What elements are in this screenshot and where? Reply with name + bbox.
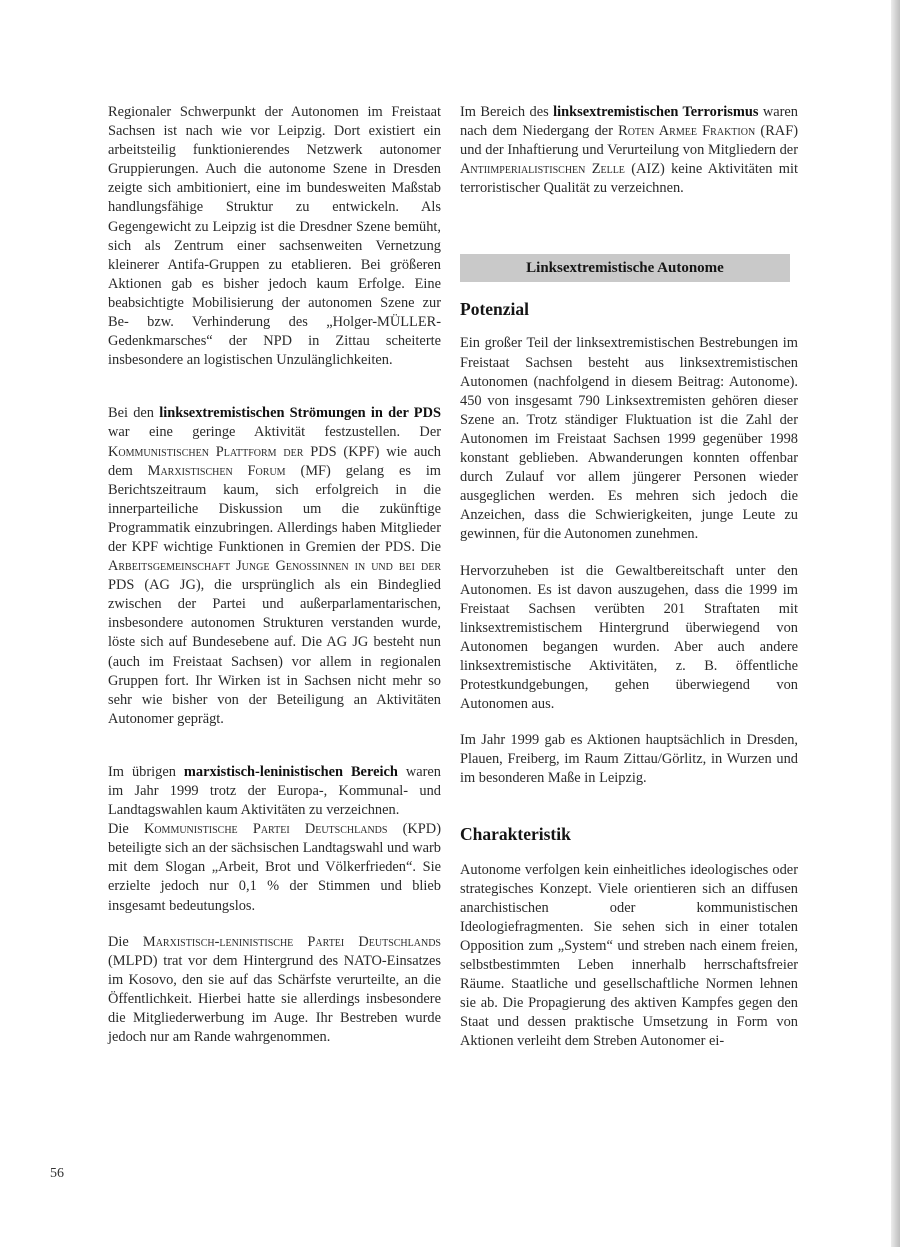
paragraph-leipzig-dresden: Regionaler Schwerpunkt der Autonomen im Freistaat Sachsen ist nach wie vor Leipzig. Dort existiert ein arbeitsteilig funktionierendes Netzwerk autonomer Gruppierungen. Auch die autonome Szene in Dresden zeigte sich ambitioniert, eine im bundesweiten Maßstab handlungsfähige Struktur zu entwickeln. Als Gegengewicht zu Leipzig ist die Dresdner Szene bemüht, sich als Zentrum einer sachsenweiten Vernetzung kleinerer Antifa-Gruppen zu etablieren. Bei größeren Aktionen gab es bisher jedoch kaum Erfolge. Eine beabsichtigte Mobilisierung der autonomen Szene zur Be- bzw. Verhinderung des „Holger-MÜLLER-Gedenkmarsches“ der NPD in Zittau scheiterte insbesondere an logistischen Unzulänglichkeiten. — [108, 104, 441, 369]
paragraph-violence: Hervorzuheben ist die Gewaltbereitschaft unter den Autonomen. Es ist davon auszugehen, dass die 1999 im Freistaat Sachsen verübten 201 Straftaten mit linksextremistischem Hintergrund überwiegend von Autonomen begangen wurden. Aber auch andere linksextremistische Aktivitäten, z. B. öffentliche Protestkundgebungen, gehen überwiegend von Autonomen aus. — [460, 562, 798, 713]
paragraph-terrorism: Im Bereich des linksextremistischen Terrorismus waren nach dem Niedergang der Roten Armee Fraktion (RAF) und der Inhaftierung und Verurteilung von Mitgliedern der Antiimperialistischen Zelle (AIZ) keine Aktivitäten mit terroristischer Qualität zu verzeichnen. — [460, 104, 798, 197]
paragraph-mlpd: Die Marxistisch-leninistische Partei Deutschlands (MLPD) trat vor dem Hintergrund des NATO-Einsatzes im Kosovo, den sie auf das Schärfste verurteilte, an die Öffentlichkeit. Hierbei hatte sie allerdings insbesondere die Mitgliederwerbung im Auge. Ihr Bestreben wurde jedoch nur am Rande wahrgenommen. — [108, 933, 441, 1046]
paragraph-marxist-leninist: Im übrigen marxistisch-leninistischen Bereich waren im Jahr 1999 trotz der Europa-, Kommunal- und Landtagswahlen kaum Aktivitäten zu verzeichnen. — [108, 763, 441, 819]
page-number: 56 — [50, 1166, 64, 1181]
section-banner: Linksextremistische Autonome — [460, 254, 790, 282]
paragraph-kpd: Die Kommunistische Partei Deutschlands (KPD) beteiligte sich an der sächsischen Landtagswahl und warb mit dem Slogan „Arbeit, Brot und Völkerfrieden“. Sie erzielte jedoch nur 0,1 % der Stimmen und blieb insgesamt bedeutungslos. — [108, 821, 441, 914]
heading-potenzial: Potenzial — [460, 299, 530, 320]
left-column — [108, 103, 441, 1047]
paragraph-actions-1999: Im Jahr 1999 gab es Aktionen hauptsächlich in Dresden, Plauen, Freiberg, im Raum Zittau/Görlitz, in Wurzen und im besonderen Maße in Leipzig. — [460, 732, 798, 787]
heading-charakteristik: Charakteristik — [460, 823, 571, 844]
right-column — [460, 103, 798, 1051]
paragraph-potenzial: Ein großer Teil der linksextremistischen Bestrebungen im Freistaat Sachsen besteht aus linksextremistischen Autonomen (nachfolgend in diesem Beitrag: Autonome). 450 von insgesamt 790 Linksextremisten gehören dieser Szene an. Trotz ständiger Fluktuation ist die Zahl der Autonomen im Freistaat Sachsen 1999 gegenüber 1998 konstant geblieben. Abwanderungen konnten offenbar durch Zulauf vor allem jüngerer Personen wieder ausgeglichen werden. Es mehren sich jedoch die Anzeichen, dass die Schwierigkeiten, junge Leute zu gewinnen, für die Autonomen zunehmen. — [460, 335, 798, 543]
page-edge-shadow — [891, 0, 900, 1247]
paragraph-pds: Bei den linksextremistischen Strömungen in der PDS war eine geringe Aktivität festzustellen. Der Kommunistischen Plattform der PDS (KPF) wie auch dem Marxistischen Forum (MF) gelang es im Berichtszeitraum kaum, sich erfolgreich in die innerparteiliche Diskussion um die zukünftige Programmatik einzubringen. Allerdings haben Mitglieder der KPF wichtige Funktionen in Gremien der PDS. Die Arbeitsgemeinschaft Junge Genossinnen in und bei der PDS (AG JG), die ursprünglich als ein Bindeglied zwischen der Partei und außerparlamentarischen, insbesondere autonomen Strukturen verstanden wurde, löste sich auf Bundesebene auf. Die AG JG besteht nun (auch im Freistaat Sachsen) vor allem in regionalen Gruppen fort. Ihr Wirken ist in Sachsen nicht mehr so sehr wie bisher von der Beteiligung an Aktivitäten Autonomer geprägt. — [108, 405, 442, 727]
paragraph-charakteristik: Autonome verfolgen kein einheitliches ideologisches oder strategisches Konzept. Viele orientieren sich an diffusen anarchistischen oder kommunistischen Ideologiefragmenten. Sie sehen sich in einer totalen Opposition zum „System“ und streben nach einem freien, selbstbestimmten Leben innerhalb herrschaftsfreier Räume. Staatliche und gesellschaftliche Normen lehnen sie ab. Die Propagierung des aktiven Kampfes gegen den Staat und dessen praktische Umsetzung in Form von Aktionen verleiht dem Streben Autonomer ei- — [460, 861, 798, 1050]
